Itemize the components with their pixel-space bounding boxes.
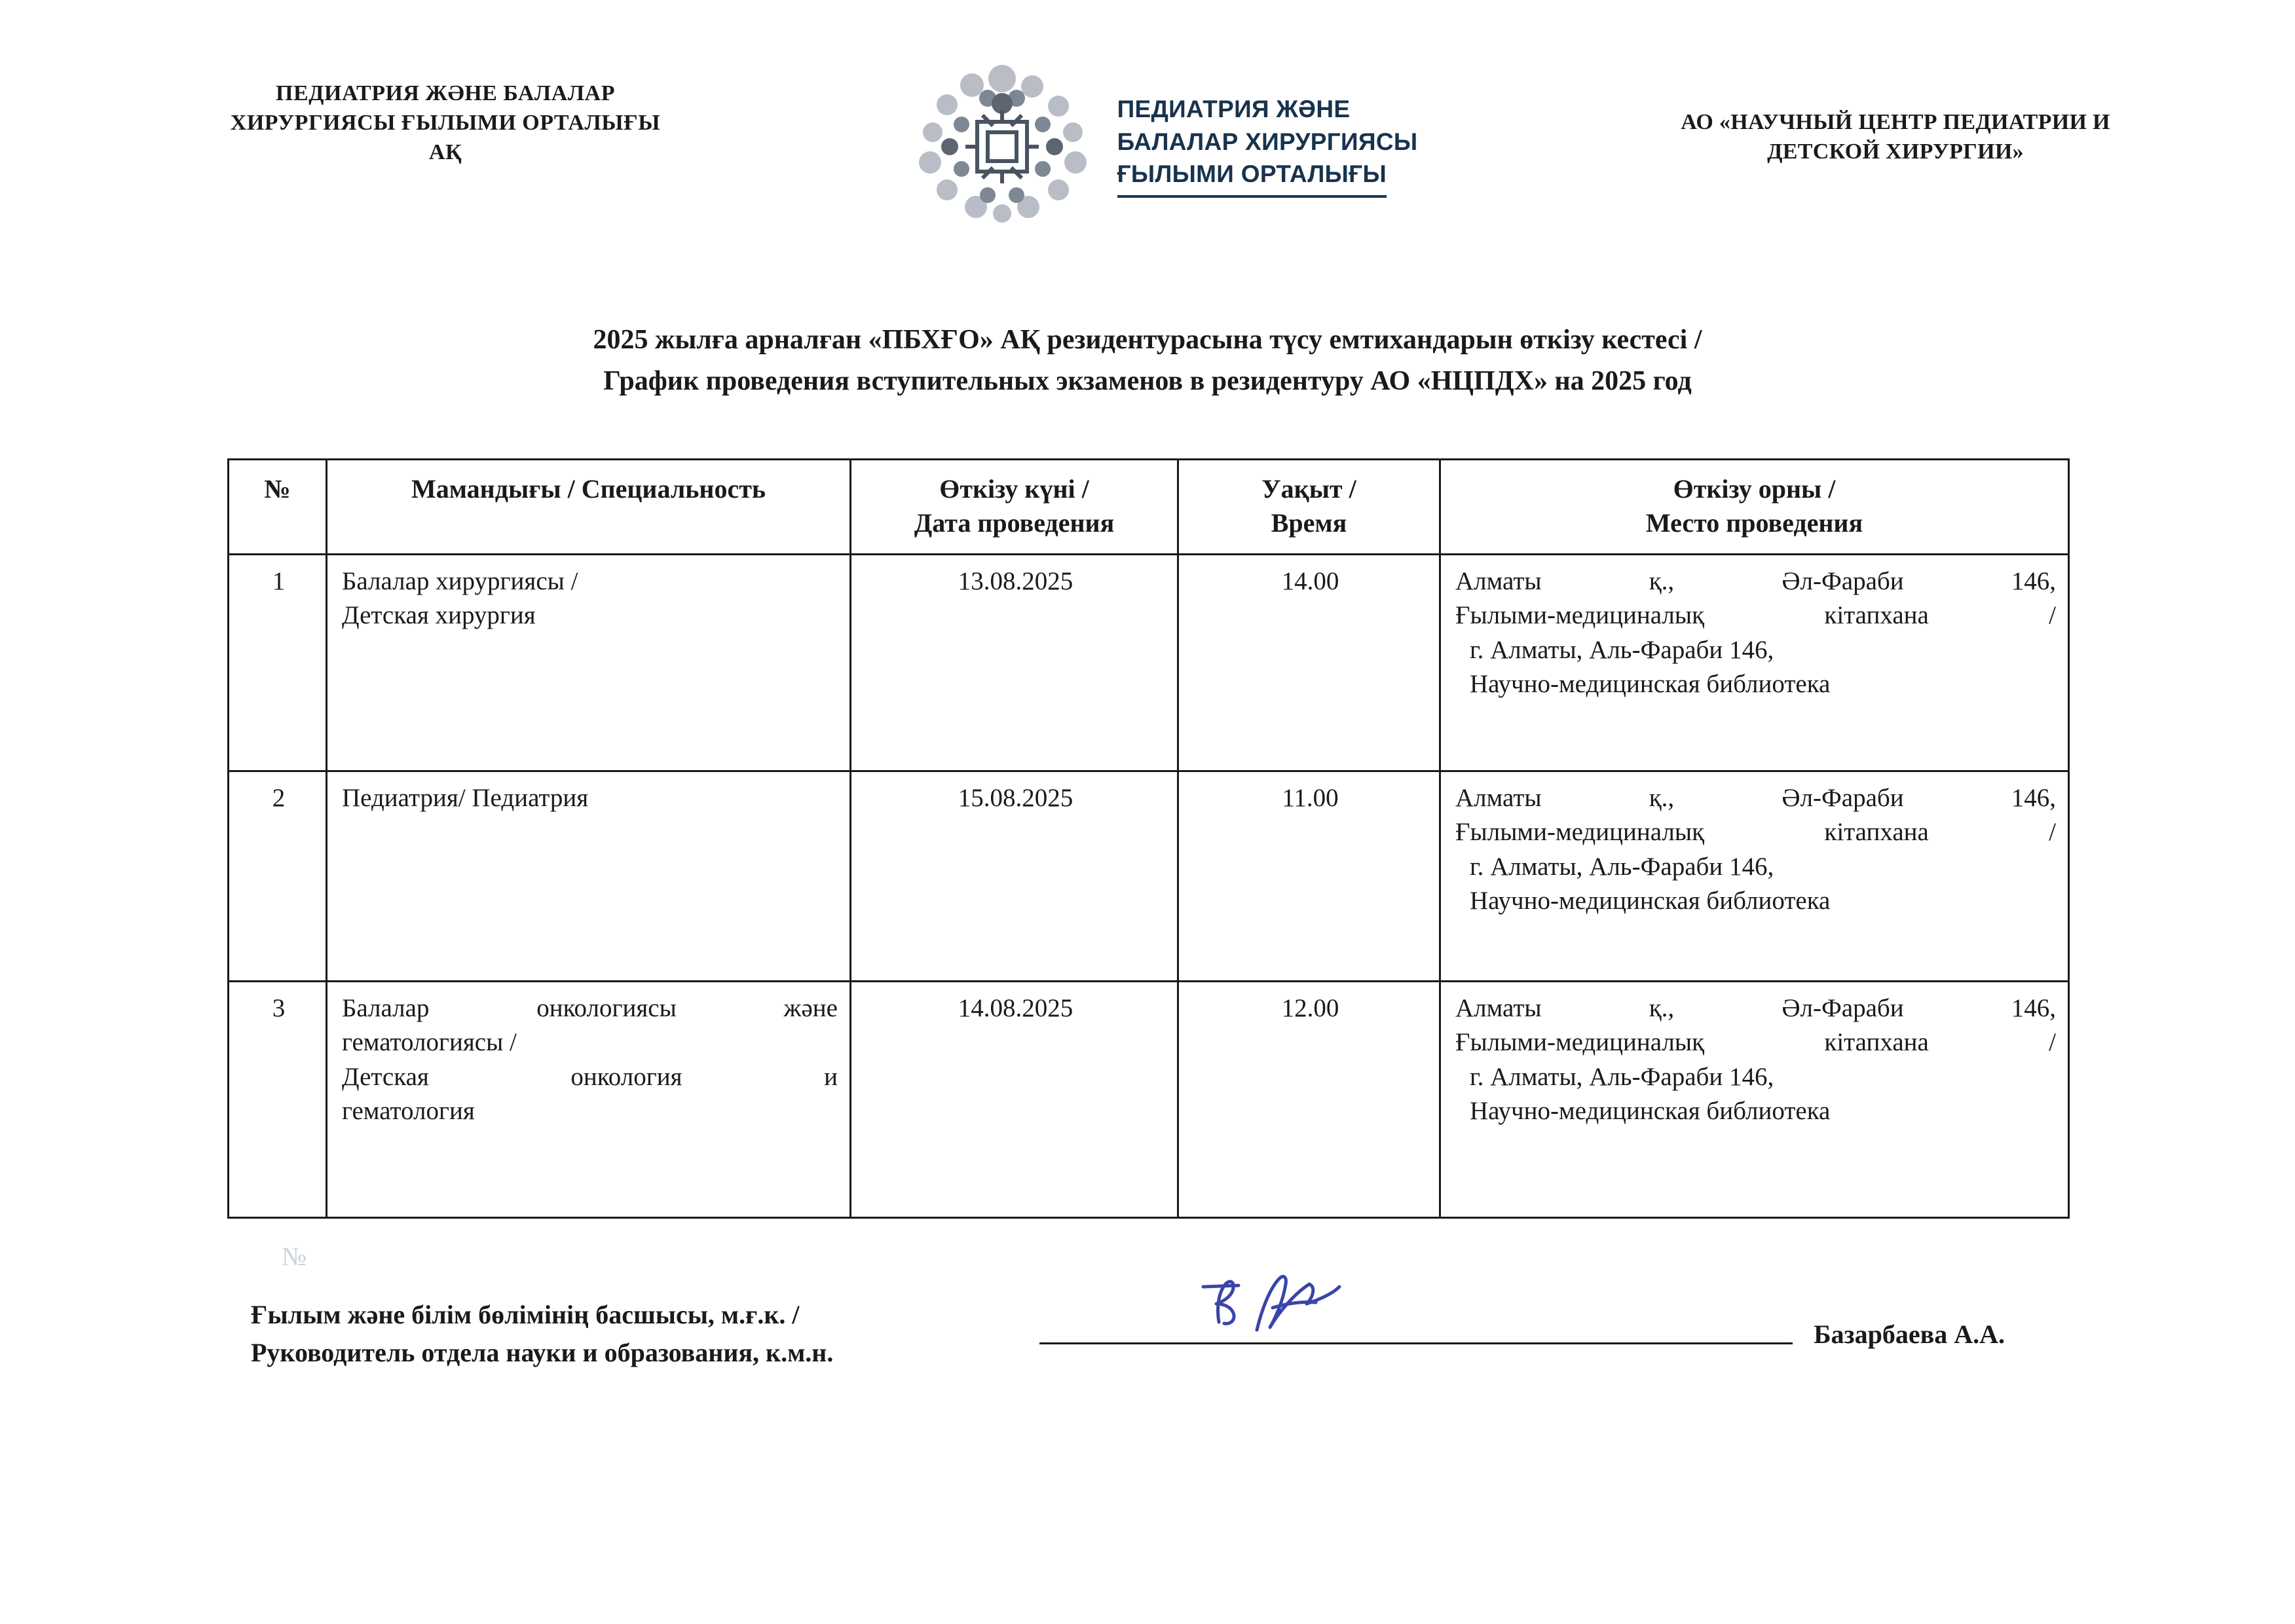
specialty-russian-line-2: гематология xyxy=(342,1096,475,1125)
column-header-number: № xyxy=(229,460,327,555)
specialty-russian-line-1: Детская онкология и xyxy=(342,1062,838,1091)
column-header-date-ru: Дата проведения xyxy=(914,508,1115,538)
signatory-role-russian: Руководитель отдела науки и образования, к.м.н. xyxy=(251,1338,834,1367)
document-header xyxy=(0,0,2295,228)
cell-specialty xyxy=(327,982,851,1218)
place-line-4: Научно-медицинская библиотека xyxy=(1470,669,1831,698)
column-header-time-kk: Уақыт / xyxy=(1261,474,1356,504)
cell-number: 2 xyxy=(229,771,327,982)
cell-place xyxy=(1440,555,2069,771)
column-header-specialty: Мамандығы / Специальность xyxy=(327,460,851,555)
specialty-kazakh: Балалар хирургиясы / xyxy=(342,567,578,595)
signature-line-area xyxy=(1000,1296,2068,1364)
specialty-kazakh-line-1: Балалар онкологиясы және xyxy=(342,994,838,1022)
cell-time: 12.00 xyxy=(1178,982,1440,1218)
brand-title xyxy=(1117,64,1418,198)
cell-date: 14.08.2025 xyxy=(851,982,1178,1218)
header-org-kazakh: ПЕДИАТРИЯ ЖӘНЕ БАЛАЛАР ХИРУРГИЯСЫ ҒЫЛЫМИ ОРТАЛЫҒЫ АҚ xyxy=(230,81,661,165)
cell-time: 11.00 xyxy=(1178,771,1440,982)
header-org-russian: АО «НАУЧНЫЙ ЦЕНТР ПЕДИАТРИИ И ДЕТСКОЙ ХИРУРГИИ» xyxy=(1681,110,2110,164)
table-row xyxy=(229,771,2069,982)
signatory-role xyxy=(227,1296,1000,1372)
place-line-2: Ғылыми-медициналық кітапхана / xyxy=(1455,1028,2056,1057)
organization-logo-icon xyxy=(904,64,1100,228)
cell-date: 15.08.2025 xyxy=(851,771,1178,982)
table-body xyxy=(229,555,2069,1218)
place-line-1: Алматы қ., Әл-Фараби 146, xyxy=(1455,784,2056,812)
specialty-russian: Детская хирургия xyxy=(342,601,536,630)
table-head xyxy=(229,460,2069,555)
cell-date: 13.08.2025 xyxy=(851,555,1178,771)
cell-specialty xyxy=(327,771,851,982)
column-header-time-ru: Время xyxy=(1271,508,1347,538)
column-header-time xyxy=(1178,460,1440,555)
column-header-place-ru: Место проведения xyxy=(1645,508,1863,538)
column-header-date xyxy=(851,460,1178,555)
place-line-4: Научно-медицинская библиотека xyxy=(1470,886,1831,915)
handwritten-signature-icon xyxy=(1197,1267,1419,1346)
cell-place xyxy=(1440,982,2069,1218)
page-title-line-1: 2025 жылға арналған «ПБХҒО» АҚ резидентурасына түсу емтихандарын өткізу кестесі / xyxy=(593,325,1702,355)
page-title xyxy=(335,320,1960,402)
column-header-place xyxy=(1440,460,2069,555)
schedule-table xyxy=(227,458,2070,1219)
cell-specialty xyxy=(327,555,851,771)
place-line-1: Алматы қ., Әл-Фараби 146, xyxy=(1455,994,2056,1022)
cell-number: 3 xyxy=(229,982,327,1218)
place-line-3: г. Алматы, Аль-Фараби 146, xyxy=(1470,1062,1774,1091)
table-row xyxy=(229,982,2069,1218)
place-line-4: Научно-медицинская библиотека xyxy=(1470,1096,1831,1125)
table-row xyxy=(229,555,2069,771)
page-title-line-2: График проведения вступительных экзаменов в резидентуру АО «НЦПДХ» на 2025 год xyxy=(603,366,1692,396)
place-line-2: Ғылыми-медициналық кітапхана / xyxy=(1455,818,2056,847)
place-line-3: г. Алматы, Аль-Фараби 146, xyxy=(1470,635,1774,664)
place-line-2: Ғылыми-медициналық кітапхана / xyxy=(1455,601,2056,630)
table-header-row xyxy=(229,460,2069,555)
signatory-role-kazakh: Ғылым және білім бөлімінің басшысы, м.ғ.к. / xyxy=(251,1300,800,1329)
brand-line-1: ПЕДИАТРИЯ ЖӘНЕ xyxy=(1117,96,1351,122)
place-line-1: Алматы қ., Әл-Фараби 146, xyxy=(1455,567,2056,595)
brand-line-2: БАЛАЛАР ХИРУРГИЯСЫ xyxy=(1117,128,1418,155)
header-brand xyxy=(904,64,1418,228)
brand-line-3: ҒЫЛЫМИ ОРТАЛЫҒЫ xyxy=(1117,158,1387,198)
signatory-name: Базарбаева А.А. xyxy=(1814,1320,2005,1349)
column-header-date-kk: Өткізу күні / xyxy=(939,474,1089,504)
specialty-kazakh-line-2: гематологиясы / xyxy=(342,1028,517,1057)
cell-place xyxy=(1440,771,2069,982)
specialty-kazakh: Педиатрия/ Педиатрия xyxy=(342,784,589,812)
signature-rule xyxy=(1039,1342,1793,1344)
cell-number: 1 xyxy=(229,555,327,771)
place-line-3: г. Алматы, Аль-Фараби 146, xyxy=(1470,852,1774,881)
cell-time: 14.00 xyxy=(1178,555,1440,771)
column-header-place-kk: Өткізу орны / xyxy=(1673,474,1836,504)
signature-block xyxy=(227,1296,2068,1372)
scan-artifact: № xyxy=(282,1242,307,1271)
schedule-table-container xyxy=(227,458,2068,1219)
